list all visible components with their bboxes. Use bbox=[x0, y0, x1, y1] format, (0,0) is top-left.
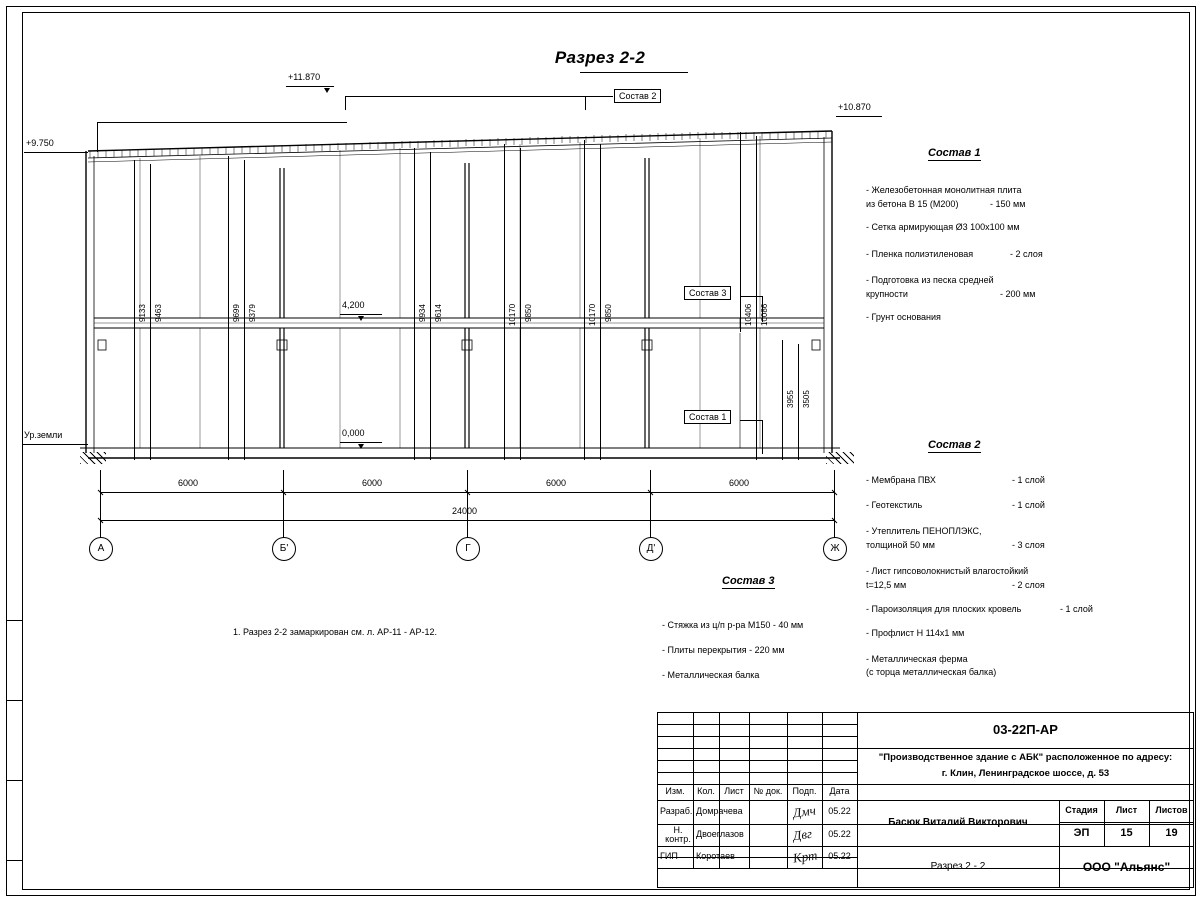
spec2-item-8: - Металлическая ферма bbox=[866, 654, 968, 664]
sostav1-leader-h bbox=[740, 420, 762, 421]
vdim-9133: 9133 bbox=[138, 304, 147, 322]
tb-object-line2: г. Клин, Ленинградское шоссе, д. 53 bbox=[941, 768, 1110, 780]
tb-col-list: Лист bbox=[724, 786, 744, 797]
vdim-10086: 10086 bbox=[760, 303, 769, 326]
axis-bubble-zh: Ж bbox=[823, 537, 847, 561]
level-9750: +9.750 bbox=[26, 138, 54, 148]
tb-col-doc: № док. bbox=[753, 786, 783, 797]
tb-row2-role: ГИП bbox=[660, 851, 678, 862]
span-dim-4: 6000 bbox=[729, 478, 750, 488]
vdim-9379: 9379 bbox=[248, 304, 257, 322]
sostav2-bracket-left bbox=[345, 96, 346, 110]
level-0000: 0,000 bbox=[342, 428, 365, 438]
spec2-item-1: - Геотекстиль bbox=[866, 500, 923, 510]
tb-row2-signature: Крт bbox=[792, 847, 819, 866]
vdim-10406: 10406 bbox=[744, 303, 753, 326]
spec2-item-6-value: - 1 слой bbox=[1060, 604, 1093, 614]
ground-hatch-left bbox=[80, 452, 106, 464]
spec2-item-3-value: - 3 слоя bbox=[1012, 540, 1045, 550]
spec2-item-9: (с торца металлическая балка) bbox=[866, 667, 997, 677]
roof-left-ext2 bbox=[97, 122, 347, 123]
tb-row0-date: 05.22 bbox=[828, 806, 851, 817]
level-9750-underline bbox=[24, 152, 68, 153]
level-ground-leader bbox=[70, 444, 88, 445]
spec3-item-2: - Металлическая балка bbox=[662, 670, 760, 680]
vdim-9614: 9614 bbox=[434, 304, 443, 322]
tb-col-data: Дата bbox=[829, 786, 850, 797]
spec1-item-3-value: - 2 слоя bbox=[1010, 249, 1043, 259]
tb-row0-name: Домрачева bbox=[696, 806, 743, 817]
level-0000-arrow bbox=[358, 444, 364, 449]
sostav3-leader-h bbox=[740, 296, 762, 297]
span-dim-2: 6000 bbox=[362, 478, 383, 488]
spec3-item-0: - Стяжка из ц/п р-ра М150 - 40 мм bbox=[662, 620, 804, 630]
vdim-9850b: 9850 bbox=[604, 304, 613, 322]
spec1-item-4: - Подготовка из песка средней bbox=[866, 275, 994, 285]
tb-row0-role: Разраб. bbox=[660, 806, 693, 817]
spec2-item-3: толщиной 50 мм bbox=[866, 540, 935, 550]
spec3-item-1: - Плиты перекрытия - 220 мм bbox=[662, 645, 785, 655]
margin-divider bbox=[6, 780, 22, 781]
spec2-item-1-value: - 1 слой bbox=[1012, 500, 1045, 510]
vdim-3955: 3955 bbox=[786, 390, 795, 408]
tb-project-code: 03-22П-АР bbox=[993, 722, 1058, 738]
spec1-item-1: из бетона В 15 (М200) bbox=[866, 199, 959, 209]
sostav1-leader-v bbox=[762, 420, 763, 454]
callout-sostav-2[interactable]: Состав 2 bbox=[614, 89, 661, 103]
page-title: Разрез 2-2 bbox=[554, 48, 646, 67]
margin-divider bbox=[6, 700, 22, 701]
spec2-item-5-value: - 2 слоя bbox=[1012, 580, 1045, 590]
spec2-item-5: t=12,5 мм bbox=[866, 580, 907, 590]
vdim-9699: 9699 bbox=[232, 304, 241, 322]
spec2-item-2: - Утеплитель ПЕНОПЛЭКС, bbox=[866, 526, 982, 536]
tb-sheet-value: 15 bbox=[1120, 827, 1133, 840]
level-0000-underline bbox=[340, 442, 382, 443]
section-geometry bbox=[80, 118, 860, 478]
tb-row0-signature: Дмч bbox=[791, 802, 817, 821]
span-dim-1: 6000 bbox=[178, 478, 199, 488]
roof-left-ext bbox=[97, 122, 98, 152]
vdim-9463: 9463 bbox=[154, 304, 163, 322]
tb-row1-role: Н. контр. bbox=[665, 824, 691, 844]
spec2-item-6: - Пароизоляция для плоских кровель bbox=[866, 604, 1022, 614]
tb-col-podp: Подп. bbox=[792, 786, 817, 797]
page-title-underline bbox=[580, 72, 688, 73]
tb-col-kol: Кол. bbox=[697, 786, 715, 797]
spec2-item-0-value: - 1 слой bbox=[1012, 475, 1045, 485]
spec1-item-6: - Грунт основания bbox=[866, 312, 941, 322]
sostav2-bracket-right bbox=[585, 96, 586, 110]
level-11870-underline bbox=[286, 86, 334, 87]
tb-row2-name: Коротаев bbox=[696, 851, 735, 862]
level-4200-underline bbox=[340, 314, 382, 315]
tb-row1-signature: Двг bbox=[791, 825, 813, 844]
tb-stage-label: Стадия bbox=[1065, 805, 1098, 816]
title-block bbox=[657, 712, 1194, 888]
vdim-9850a: 9850 bbox=[524, 304, 533, 322]
sostav2-bracket-top bbox=[345, 96, 585, 97]
level-9750-leader bbox=[68, 152, 88, 153]
tb-company: ООО "Альянс" bbox=[1082, 859, 1171, 874]
axis-bubble-b: Б' bbox=[272, 537, 296, 561]
tb-row1-name: Двоеглазов bbox=[696, 829, 744, 840]
spec1-item-1-value: - 150 мм bbox=[990, 199, 1026, 209]
tb-sheet-label: Лист bbox=[1115, 805, 1138, 816]
ground-hatch-right bbox=[826, 452, 854, 464]
vdim-3505: 3505 bbox=[802, 390, 811, 408]
tb-row1-date: 05.22 bbox=[828, 829, 851, 840]
callout-sostav-1[interactable]: Состав 1 bbox=[684, 410, 731, 424]
level-10870: +10.870 bbox=[838, 102, 871, 112]
callout-sostav-3[interactable]: Состав 3 bbox=[684, 286, 731, 300]
level-11870: +11.870 bbox=[288, 72, 321, 82]
spec1-item-0: - Железобетонная монолитная плита bbox=[866, 185, 1022, 195]
spec2-item-4: - Лист гипсоволокнистый влагостойкий bbox=[866, 566, 1029, 576]
general-note: 1. Разрез 2-2 замаркирован см. л. АР-11 - АР-12. bbox=[233, 627, 437, 637]
level-4200-arrow bbox=[358, 316, 364, 321]
level-ground-underline bbox=[22, 444, 70, 445]
axis-bubble-a: А bbox=[89, 537, 113, 561]
tb-chief: Басюк Виталий Викторович bbox=[888, 816, 1028, 828]
tb-sheets-value: 19 bbox=[1165, 827, 1178, 840]
sostav2-leader bbox=[585, 96, 613, 97]
tb-row2-date: 05.22 bbox=[828, 851, 851, 862]
spec1-title: Состав 1 bbox=[928, 147, 981, 159]
spec2-title: Состав 2 bbox=[928, 439, 981, 451]
spec1-item-3: - Пленка полиэтиленовая bbox=[866, 249, 974, 259]
tb-col-izm: Изм. bbox=[665, 786, 685, 797]
tb-sheets-label: Листов bbox=[1155, 805, 1188, 816]
spec2-item-7: - Профлист Н 114х1 мм bbox=[866, 628, 965, 638]
level-4200: 4,200 bbox=[342, 300, 365, 310]
level-11870-arrow bbox=[324, 88, 330, 93]
margin-divider bbox=[6, 860, 22, 861]
total-dim: 24000 bbox=[452, 506, 478, 516]
spec3-title: Состав 3 bbox=[722, 575, 775, 587]
margin-divider bbox=[6, 620, 22, 621]
spec1-item-5-value: - 200 мм bbox=[1000, 289, 1036, 299]
spec2-item-0: - Мембрана ПВХ bbox=[866, 475, 936, 485]
level-10870-underline bbox=[836, 116, 882, 117]
tb-object-line1: "Производственное здание с АБК" расположенное по адресу: bbox=[878, 752, 1173, 764]
vdim-10170b: 10170 bbox=[588, 303, 597, 326]
tb-drawing-name: Разрез 2 - 2 bbox=[930, 860, 986, 872]
tb-stage-value: ЭП bbox=[1073, 827, 1090, 840]
spec1-item-5: крупности bbox=[866, 289, 908, 299]
axis-bubble-d: Д' bbox=[639, 537, 663, 561]
span-dim-3: 6000 bbox=[546, 478, 567, 488]
vdim-10170a: 10170 bbox=[508, 303, 517, 326]
spec1-item-2: - Сетка армирующая Ø3 100х100 мм bbox=[866, 222, 1020, 232]
vdim-9934: 9934 bbox=[418, 304, 427, 322]
axis-bubble-g: Г bbox=[456, 537, 480, 561]
level-ground: Ур.земли bbox=[24, 430, 63, 440]
